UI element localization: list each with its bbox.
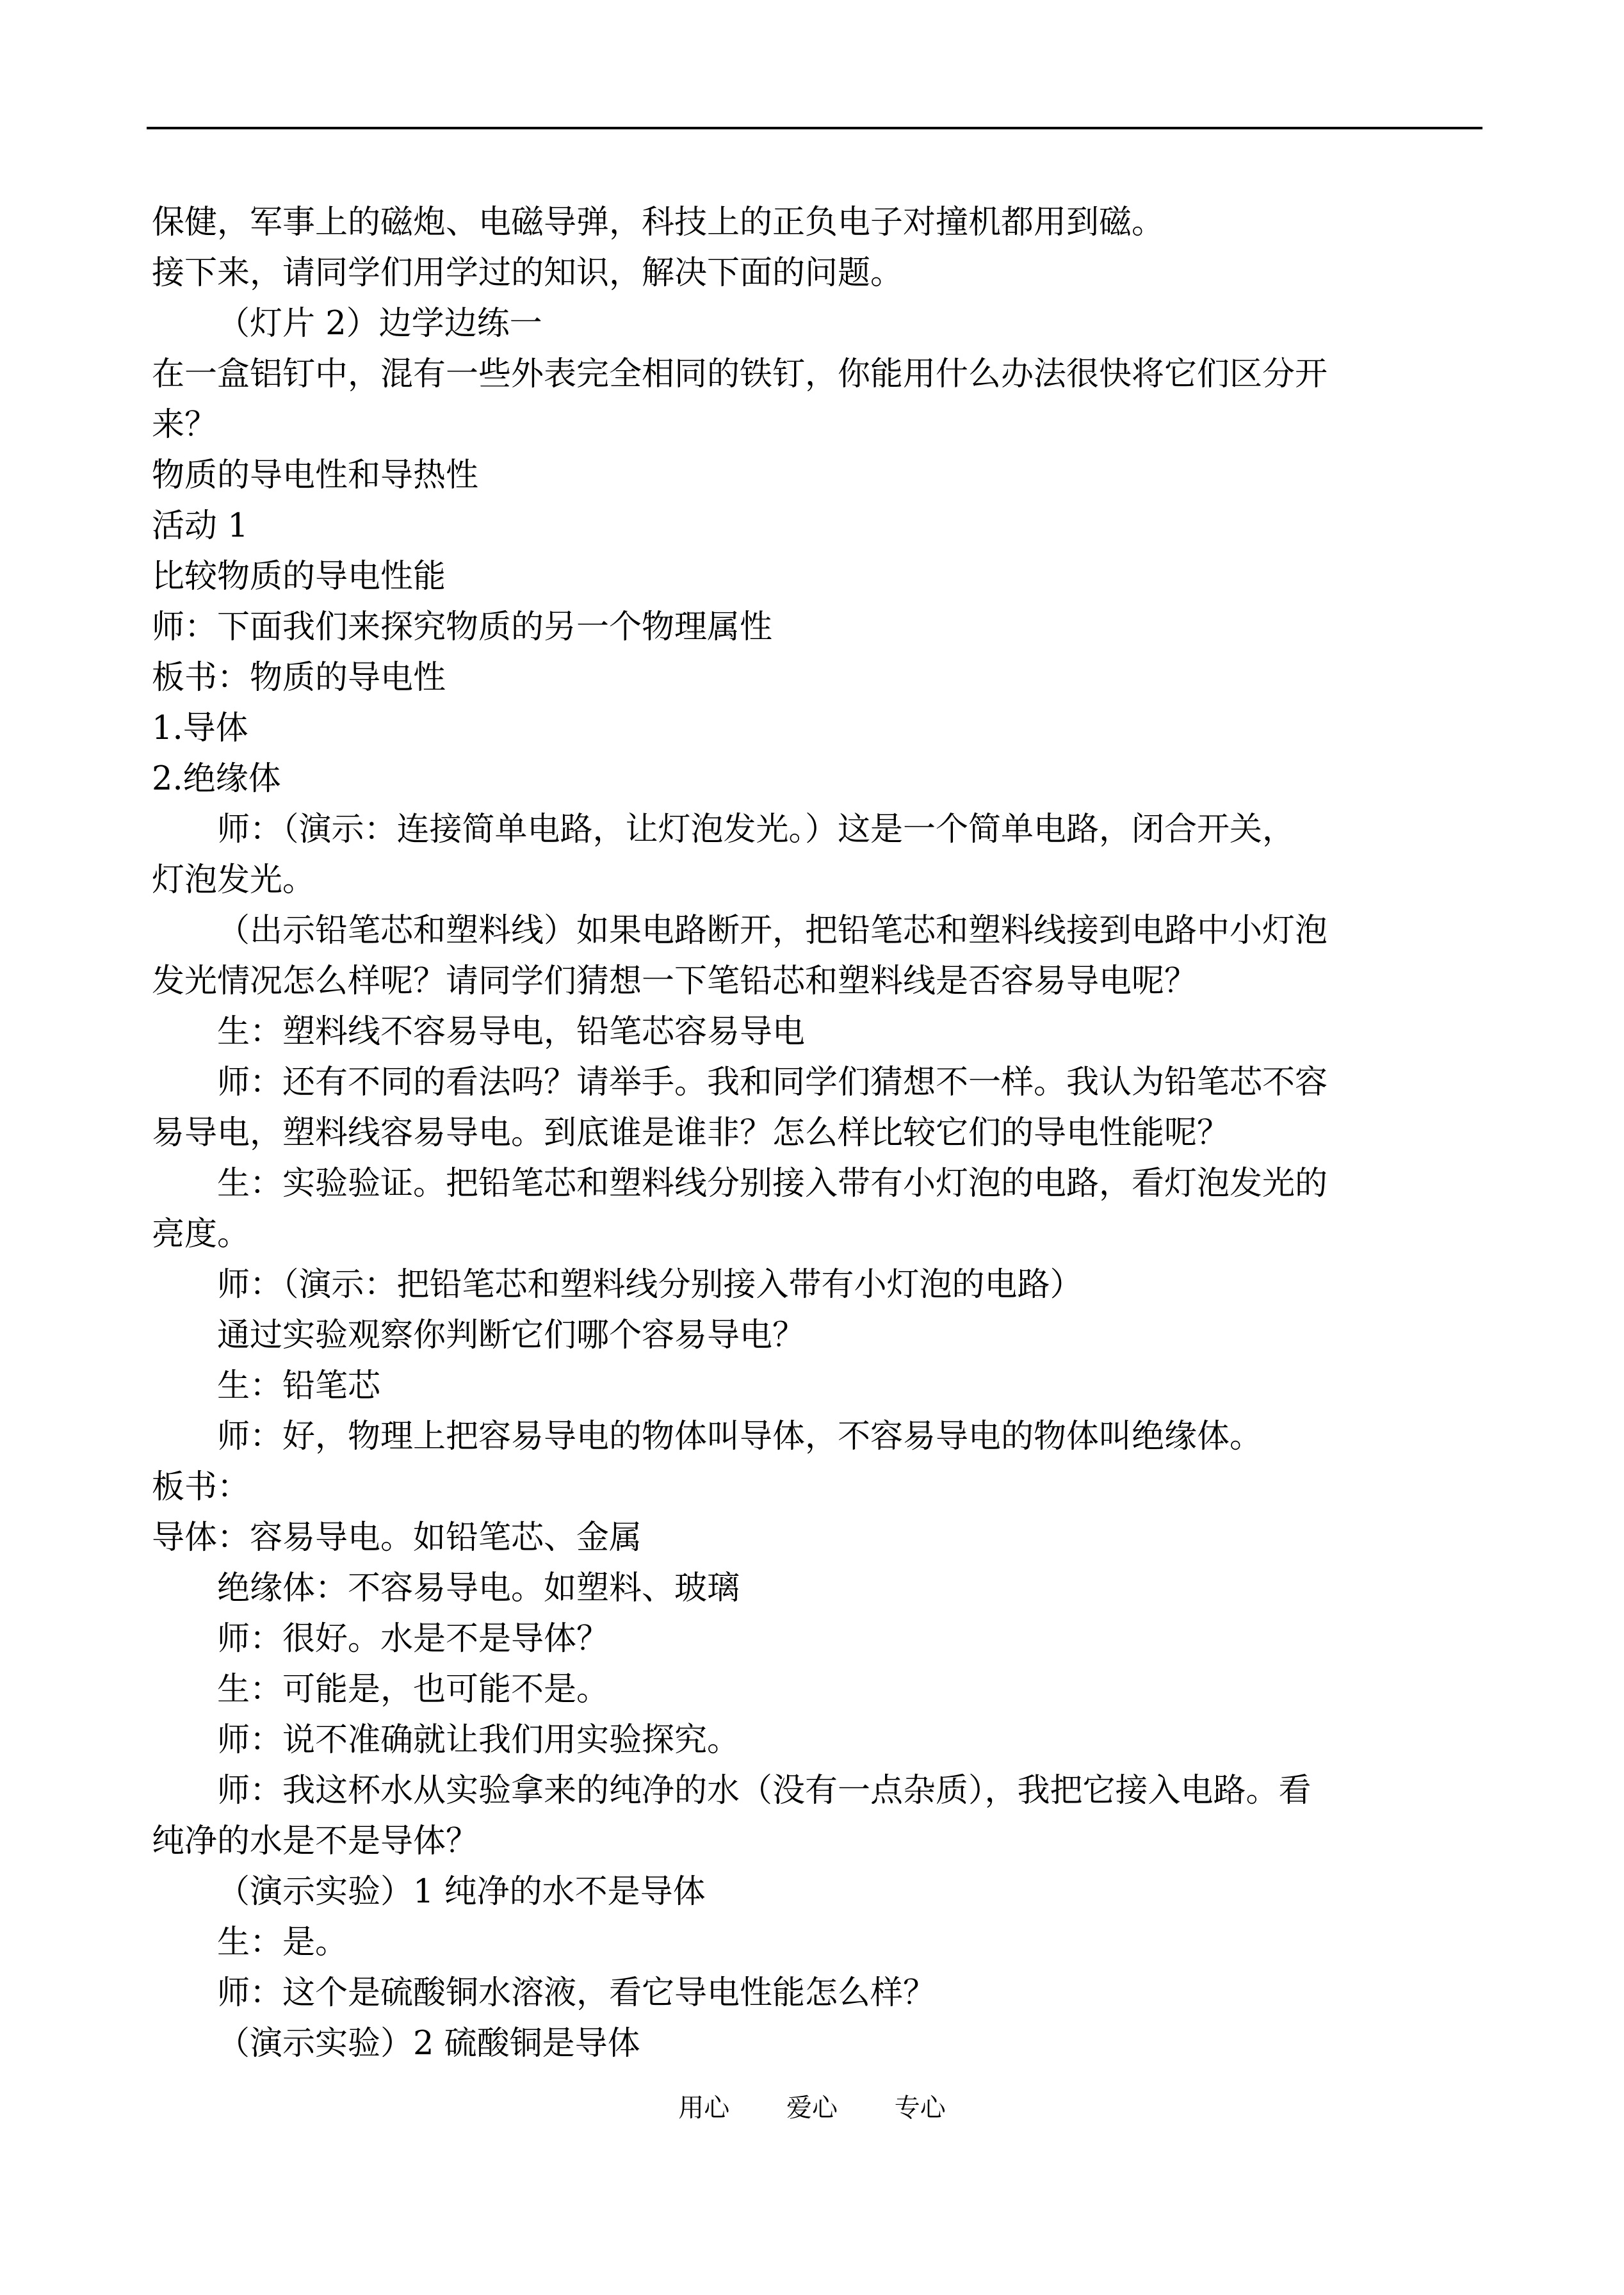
text-line: 亮度。	[152, 1215, 250, 1253]
text-line: 绝缘体：不容易导电。如塑料、玻璃	[217, 1569, 740, 1607]
text-line: 师：很好。水是不是导体？	[217, 1620, 610, 1658]
text-line: 发光情况怎么样呢？请同学们猜想一下笔铅芯和塑料线是否容易导电呢？	[152, 962, 1198, 1000]
text-line: 师：我这杯水从实验拿来的纯净的水（没有一点杂质），我把它接入电路。看	[217, 1772, 1311, 1810]
footer-item: 用心	[678, 2093, 730, 2123]
footer-item: 爱心	[786, 2093, 838, 2123]
text-line: 板书：	[152, 1468, 250, 1506]
text-line: 板书：物质的导电性	[152, 659, 446, 697]
text-line: 生：铅笔芯	[217, 1367, 381, 1405]
footer-item: 专心	[894, 2093, 946, 2123]
text-line: 生：可能是，也可能不是。	[217, 1671, 610, 1708]
text-line: 物质的导电性和导热性	[152, 457, 479, 494]
text-line: （演示实验）2 硫酸铜是导体	[217, 2025, 640, 2063]
text-line: 师：（演示：连接简单电路，让灯泡发光。）这是一个简单电路，闭合开关，	[217, 811, 1295, 848]
text-line: 生：塑料线不容易导电，铅笔芯容易导电	[217, 1013, 806, 1051]
text-line: 在一盒铝钉中，混有一些外表完全相同的铁钉，你能用什么办法很快将它们区分开	[152, 355, 1328, 393]
text-line: （出示铅笔芯和塑料线）如果电路断开，把铅笔芯和塑料线接到电路中小灯泡	[217, 912, 1328, 950]
text-line: 生：实验验证。把铅笔芯和塑料线分别接入带有小灯泡的电路，看灯泡发光的	[217, 1165, 1328, 1203]
text-line: 来？	[152, 406, 218, 444]
text-line: （灯片 2）边学边练一	[217, 305, 542, 343]
text-line: 比较物质的导电性能	[152, 558, 446, 596]
text-line: 生：是。	[217, 1924, 348, 1961]
text-line: 纯净的水是不是导体？	[152, 1822, 479, 1860]
text-line: 1.导体	[152, 710, 248, 747]
document-body	[152, 197, 1497, 2069]
page-footer	[0, 2088, 1624, 2124]
text-line: 师：这个是硫酸铜水溶液，看它导电性能怎么样？	[217, 1974, 936, 2012]
text-line: 师：还有不同的看法吗？请举手。我和同学们猜想不一样。我认为铅笔芯不容	[217, 1064, 1328, 1101]
text-line: 灯泡发光。	[152, 861, 316, 899]
text-line: 师：下面我们来探究物质的另一个物理属性	[152, 608, 773, 646]
text-line: 接下来，请同学们用学过的知识，解决下面的问题。	[152, 254, 904, 292]
text-line: 师：说不准确就让我们用实验探究。	[217, 1721, 740, 1759]
text-line: （演示实验）1 纯净的水不是导体	[217, 1873, 706, 1911]
text-line: 通过实验观察你判断它们哪个容易导电？	[217, 1317, 806, 1354]
text-line: 导体：容易导电。如铅笔芯、金属	[152, 1519, 642, 1557]
text-line: 师：好，物理上把容易导电的物体叫导体，不容易导电的物体叫绝缘体。	[217, 1418, 1263, 1456]
text-line: 师：（演示：把铅笔芯和塑料线分别接入带有小灯泡的电路）	[217, 1266, 1083, 1304]
header-rule	[147, 127, 1482, 129]
text-line: 2.绝缘体	[152, 760, 281, 798]
text-line: 保健，军事上的磁炮、电磁导弹，科技上的正负电子对撞机都用到磁。	[152, 204, 1165, 241]
text-line: 易导电，塑料线容易导电。到底谁是谁非？怎么样比较它们的导电性能呢？	[152, 1114, 1230, 1152]
text-line: 活动 1	[152, 507, 248, 545]
